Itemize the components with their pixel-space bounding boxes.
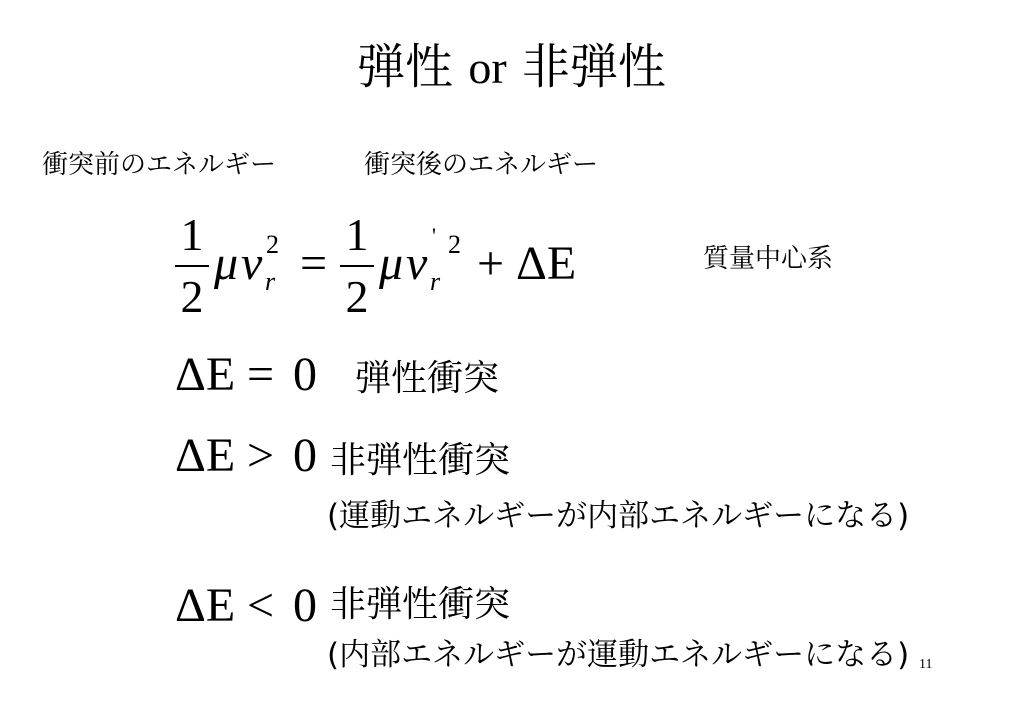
condition-lhs: ΔE (175, 348, 236, 401)
fraction-denominator: 2 (180, 271, 204, 322)
label-center-of-mass-frame: 質量中心系 (703, 244, 834, 274)
velocity-symbol: v (241, 237, 263, 290)
fraction-half-right (340, 208, 374, 328)
plus-sign: + (477, 237, 505, 290)
condition-label: 非弾性衝突 (330, 440, 511, 481)
delta-energy: ΔE (516, 237, 577, 290)
condition-note: (内部エネルギーが運動エネルギーになる) (327, 637, 910, 673)
fraction-numerator: 1 (345, 209, 369, 260)
velocity-superscript: 2 (266, 230, 279, 259)
title-or: or (468, 42, 507, 93)
condition-note: (運動エネルギーが内部エネルギーになる) (327, 498, 910, 534)
equals-sign: = (300, 237, 328, 290)
label-energy-after: 衝突後のエネルギー (364, 150, 599, 180)
condition-label: 非弾性衝突 (330, 584, 511, 625)
slide-title (0, 28, 1023, 97)
title-elastic: 弾性 (357, 39, 454, 95)
title-inelastic: 非弾性 (521, 39, 666, 95)
velocity-subscript: r (265, 267, 276, 296)
condition-operator: < (247, 579, 275, 632)
label-energy-before: 衝突前のエネルギー (42, 150, 277, 180)
velocity-prime: ' (432, 223, 436, 248)
velocity-subscript: r (430, 267, 441, 296)
fraction-bar (340, 265, 374, 267)
mu-symbol: μ (379, 237, 404, 290)
condition-rhs: 0 (293, 429, 317, 482)
fraction-denominator: 2 (345, 271, 369, 322)
page-number: 11 (919, 657, 933, 672)
condition-lhs: ΔE (175, 429, 236, 482)
condition-operator: = (247, 348, 275, 401)
mu-symbol: μ (214, 237, 239, 290)
condition-rhs: 0 (293, 579, 317, 632)
velocity-superscript: 2 (448, 230, 461, 259)
fraction-half-left (175, 208, 209, 328)
fraction-bar (175, 265, 209, 267)
condition-lhs: ΔE (175, 579, 236, 632)
velocity-symbol: v (406, 237, 428, 290)
condition-operator: > (247, 429, 275, 482)
fraction-numerator: 1 (180, 209, 204, 260)
condition-label: 弾性衝突 (355, 358, 500, 399)
condition-rhs: 0 (293, 348, 317, 401)
